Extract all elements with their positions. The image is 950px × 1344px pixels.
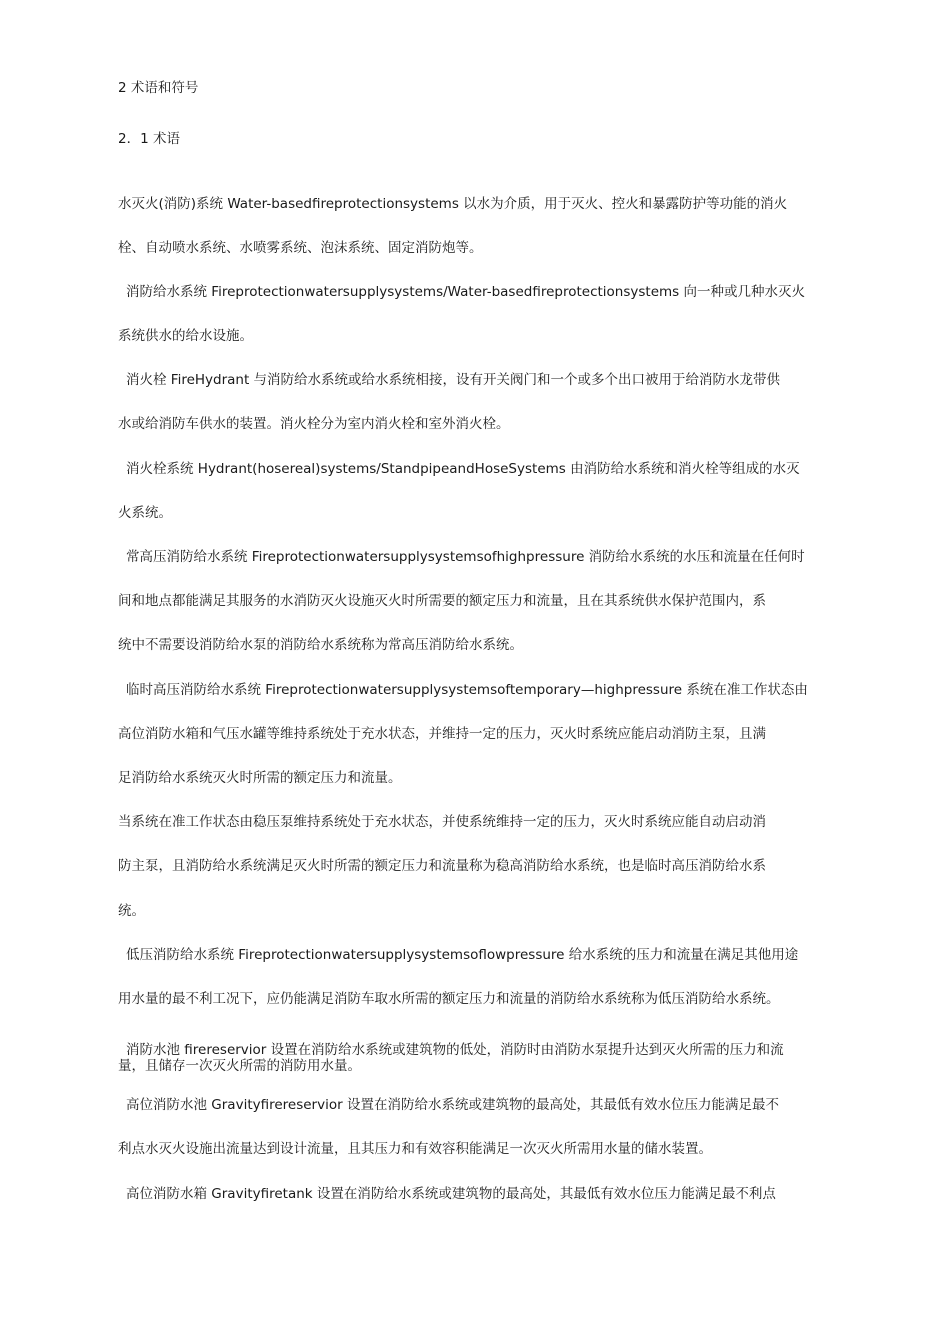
text-line: 常高压消防给水系统 Fireprotectionwatersupplysystemsofhighpressure 消防给水系统的水压和流量在任何时: [126, 549, 805, 565]
text-line: 临时高压消防给水系统 Fireprotectionwatersupplysystemsoftemporary—highpressure 系统在准工作状态由: [126, 682, 808, 698]
text-line: 高位消防水箱和气压水罐等维持系统处于充水状态，并维持一定的压力，灭火时系统应能启动消防主泵，且满: [118, 726, 766, 742]
text-line: 高位消防水池 Gravityfirereservior 设置在消防给水系统或建筑物的最高处，其最低有效水位压力能满足最不: [126, 1097, 779, 1113]
text-line: 统中不需要设消防给水泵的消防给水系统称为常高压消防给水系统。: [118, 637, 523, 653]
text-line: 火系统。: [118, 505, 172, 521]
text-line: 栓、自动喷水系统、水喷雾系统、泡沫系统、固定消防炮等。: [118, 240, 483, 256]
text-line: 用水量的最不利工况下，应仍能满足消防车取水所需的额定压力和流量的消防给水系统称为低压消防给水系统。: [118, 991, 780, 1007]
text-line: 水灭火(消防)系统 Water-basedfireprotectionsystems 以水为介质，用于灭火、控火和暴露防护等功能的消火: [118, 196, 788, 212]
text-line: 系统供水的给水设施。: [118, 328, 253, 344]
text-line: 利点水灭火设施出流量达到设计流量，且其压力和有效容积能满足一次灭火所需用水量的储水装置。: [118, 1141, 712, 1157]
text-line: 消火栓系统 Hydrant(hosereal)systems/StandpipeandHoseSystems 由消防给水系统和消火栓等组成的水灭: [126, 461, 800, 477]
text-line: 足消防给水系统灭火时所需的额定压力和流量。: [118, 770, 402, 786]
text-line: 消防水池 firereservior 设置在消防给水系统或建筑物的低处，消防时由消防水泵提升达到灭火所需的压力和流: [126, 1042, 784, 1058]
text-line: 间和地点都能满足其服务的水消防灭火设施灭火时所需要的额定压力和流量，且在其系统供水保护范围内，系: [118, 593, 766, 609]
subsection-heading: 2．1 术语: [118, 131, 180, 147]
text-line: 消火栓 FireHydrant 与消防给水系统或给水系统相接，设有开关阀门和一个或多个出口被用于给消防水龙带供: [126, 372, 781, 388]
text-line: 水或给消防车供水的装置。消火栓分为室内消火栓和室外消火栓。: [118, 416, 510, 432]
text-line: 低压消防给水系统 Fireprotectionwatersupplysystemsoflowpressure 给水系统的压力和流量在满足其他用途: [126, 947, 799, 963]
section-heading: 2 术语和符号: [118, 80, 199, 96]
text-line: 当系统在准工作状态由稳压泵维持系统处于充水状态，并使系统维持一定的压力，灭火时系统应能自动启动消: [118, 814, 766, 830]
text-line: 量，且储存一次灭火所需的消防用水量。: [118, 1058, 361, 1074]
text-line: 消防给水系统 Fireprotectionwatersupplysystems/Water-basedfireprotectionsystems 向一种或几种水灭火: [126, 284, 805, 300]
text-line: 高位消防水箱 Gravityfiretank 设置在消防给水系统或建筑物的最高处，其最低有效水位压力能满足最不利点: [126, 1186, 776, 1202]
text-line: 防主泵，且消防给水系统满足灭火时所需的额定压力和流量称为稳高消防给水系统，也是临时高压消防给水系: [118, 858, 766, 874]
text-line: 统。: [118, 903, 145, 919]
